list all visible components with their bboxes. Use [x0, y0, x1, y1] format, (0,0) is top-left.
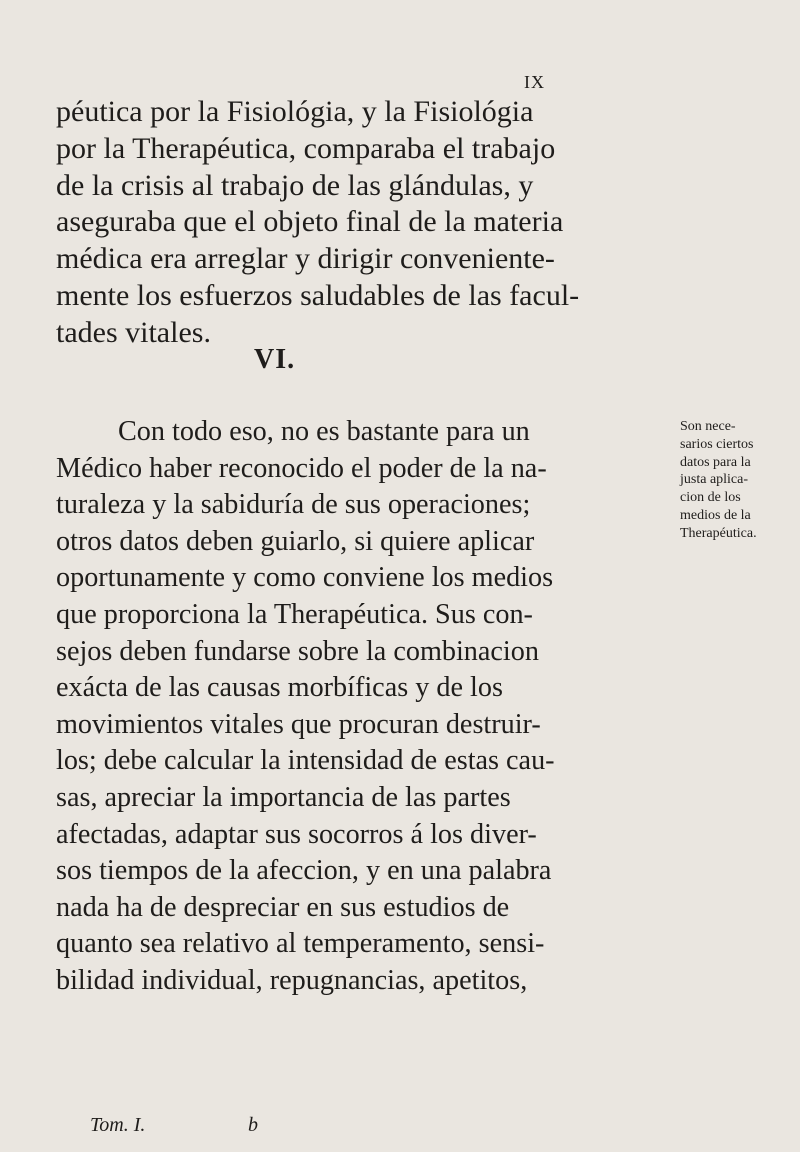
text-line: turaleza y la sabiduría de sus operaciones; — [56, 489, 531, 521]
text-line: aseguraba que el objeto final de la materia — [56, 205, 564, 239]
margin-note-line: datos para la — [680, 454, 751, 470]
paragraph-continued — [56, 94, 656, 352]
paragraph-main — [56, 414, 616, 1000]
text-line: péutica por la Fisiológia, y la Fisiológia — [56, 95, 534, 128]
margin-note — [680, 418, 792, 543]
text-line: nada ha de despreciar en sus estudios de — [56, 891, 510, 923]
text-line: sos tiempos de la afeccion, y en una palabra — [56, 855, 552, 887]
margin-note-line: sarios ciertos — [680, 436, 754, 452]
text-line: movimientos vitales que procuran destruir- — [56, 708, 541, 740]
text-line: médica era arreglar y dirigir conveniente- — [56, 242, 555, 276]
signature-mark: b — [248, 1114, 258, 1136]
text-line: Médico haber reconocido el poder de la na- — [56, 452, 547, 484]
text-line: otros datos deben guiarlo, si quiere aplicar — [56, 525, 535, 557]
section-heading: VI. — [254, 344, 296, 375]
page-footer — [90, 1114, 390, 1137]
text-line: tades vitales. — [56, 315, 211, 349]
page-number: IX — [524, 72, 545, 92]
text-line: quanto sea relativo al temperamento, sensi- — [56, 928, 545, 960]
text-line: afectadas, adaptar sus socorros á los diver- — [56, 818, 537, 850]
text-line: de la crisis al trabajo de las glándulas, y — [56, 168, 534, 202]
text-line: bilidad individual, repugnancias, apetitos, — [56, 964, 528, 996]
volume-label: Tom. I. — [90, 1114, 146, 1136]
text-line: Con todo eso, no es bastante para un — [118, 416, 530, 447]
margin-note-line: Son nece- — [680, 419, 736, 434]
margin-note-line: cion de los — [680, 490, 741, 506]
text-line: los; debe calcular la intensidad de estas cau- — [56, 745, 555, 777]
text-line: por la Therapéutica, comparaba el trabajo — [56, 131, 556, 165]
text-line: sas, apreciar la importancia de las partes — [56, 781, 511, 813]
text-line: exácta de las causas morbíficas y de los — [56, 672, 503, 704]
text-line: que proporciona la Therapéutica. Sus con- — [56, 598, 533, 630]
margin-note-line: Therapéutica. — [680, 525, 757, 541]
text-line: mente los esfuerzos saludables de las facul- — [56, 278, 580, 312]
text-line: sejos deben fundarse sobre la combinacion — [56, 635, 539, 667]
text-line: oportunamente y como conviene los medios — [56, 562, 554, 594]
margin-note-line: medios de la — [680, 507, 751, 523]
margin-note-line: justa aplica- — [680, 472, 749, 488]
